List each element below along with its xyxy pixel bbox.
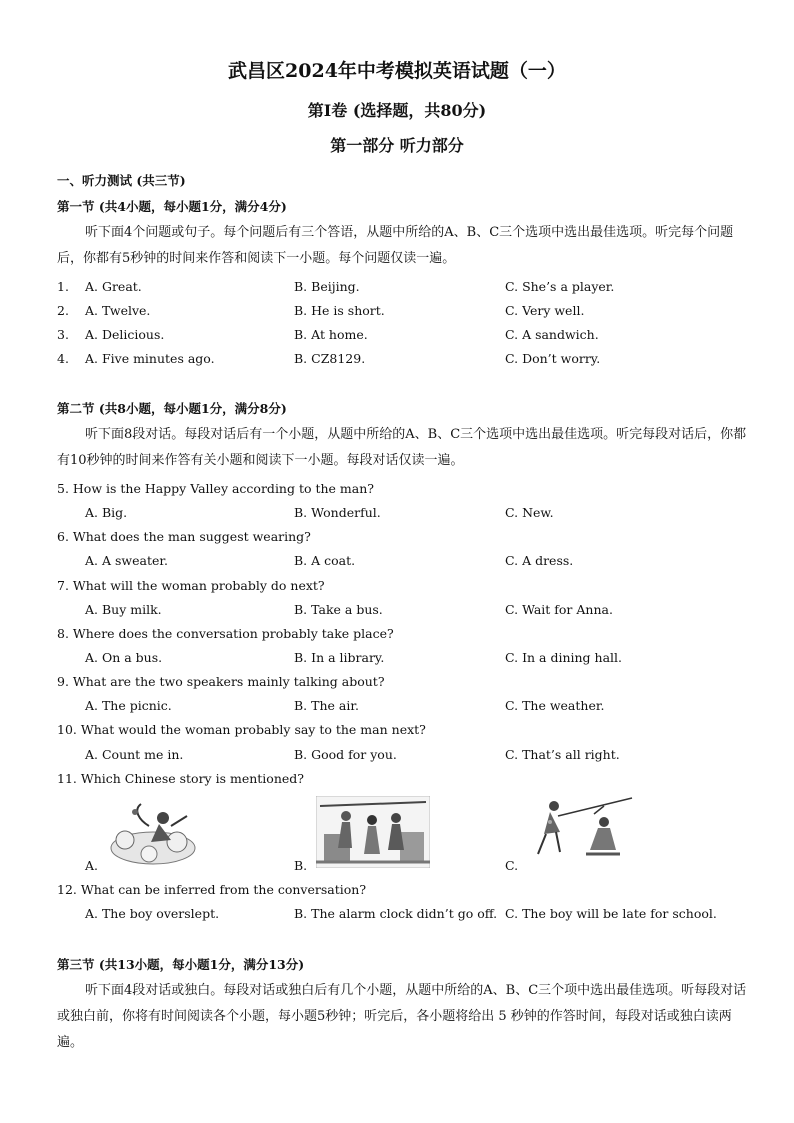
- option-a[interactable]: A. On a bus.: [85, 650, 163, 665]
- option-a[interactable]: A. Buy milk.: [85, 602, 162, 617]
- option-c[interactable]: C. New.: [505, 505, 554, 520]
- question-text: 6. What does the man suggest wearing?: [57, 529, 311, 544]
- option-c[interactable]: C. A dress.: [505, 553, 574, 568]
- option-b[interactable]: B. The air.: [294, 698, 359, 713]
- option-c[interactable]: C.: [505, 858, 519, 873]
- volume-title: 第Ⅰ卷 (选择题，共80分): [307, 101, 487, 120]
- option-b[interactable]: B. The alarm clock didn’t go off.: [294, 906, 498, 921]
- question-number: 3.: [57, 327, 69, 342]
- question-number: 4.: [57, 351, 69, 366]
- option-c[interactable]: C. The weather.: [505, 698, 605, 713]
- section3-heading: 第三节 (共13小题，每小题1分，满分13分): [57, 957, 305, 972]
- question-text: 8. Where does the conversation probably take place?: [57, 626, 394, 641]
- option-c[interactable]: C. The boy will be late for school.: [505, 906, 717, 921]
- section1-instructions: 听下面4个问题或句子。每个问题后有三个答语，从题中所给的A、B、C三个选项中选出最佳选项。听完每个问题后，你都有5秒钟的时间来作答和阅读下一小题。每个问题仅读一遍。: [57, 225, 734, 266]
- question-number: 2.: [57, 303, 69, 318]
- option-a[interactable]: A. A sweater.: [85, 553, 168, 568]
- option-b[interactable]: B. A coat.: [294, 553, 356, 568]
- option-c[interactable]: C. Wait for Anna.: [505, 602, 613, 617]
- question-text: 12. What can be inferred from the conversation?: [57, 882, 367, 897]
- option-a[interactable]: A. Count me in.: [85, 747, 184, 762]
- option-a[interactable]: A. Big.: [85, 505, 128, 520]
- section3-instructions: 听下面4段对话或独白。每段对话或独白后有几个小题，从题中所给的A、B、C三个项中选出最佳选项。听每段对话或独白前，你将有时间阅读各个小题，每小题5秒钟；听完后，各小题将给出 5 秒钟的作答时间，每段对话或独白读两遍。: [57, 983, 747, 1050]
- option-b[interactable]: B. Wonderful.: [294, 505, 381, 520]
- question-text: 10. What would the woman probably say to the man next?: [57, 722, 426, 737]
- question-number: 1.: [57, 279, 69, 294]
- option-b[interactable]: B. Good for you.: [294, 747, 397, 762]
- section2-instructions: 听下面8段对话。每段对话后有一个小题，从题中所给的A、B、C三个选项中选出最佳选项。听完每段对话后，你都有10秒钟的时间来作答有关小题和阅读下一小题。每段对话仅读一遍。: [57, 427, 747, 468]
- option-a[interactable]: A. The boy overslept.: [85, 906, 220, 921]
- option-a[interactable]: A. The picnic.: [85, 698, 172, 713]
- option-b[interactable]: B. In a library.: [294, 650, 385, 665]
- option-a[interactable]: A. Five minutes ago.: [85, 351, 215, 366]
- option-a[interactable]: A. Twelve.: [85, 303, 151, 318]
- option-a[interactable]: A.: [85, 858, 99, 873]
- option-c[interactable]: C. A sandwich.: [505, 327, 599, 342]
- option-b[interactable]: B.: [294, 858, 308, 873]
- option-c[interactable]: C. In a dining hall.: [505, 650, 622, 665]
- section1-heading: 第一节 (共4小题，每小题1分，满分4分): [57, 199, 287, 214]
- option-b[interactable]: B. Beijing.: [294, 279, 360, 294]
- listening-heading: 一、听力测试 (共三节): [57, 173, 186, 188]
- part-title: 第一部分 听力部分: [330, 136, 464, 155]
- question-text: 9. What are the two speakers mainly talking about?: [57, 674, 385, 689]
- option-c[interactable]: C. Don’t worry.: [505, 351, 601, 366]
- option-b[interactable]: B. CZ8129.: [294, 351, 366, 366]
- story-picture-c[interactable]: [520, 796, 636, 868]
- option-b[interactable]: B. Take a bus.: [294, 602, 383, 617]
- option-b[interactable]: B. He is short.: [294, 303, 385, 318]
- story-picture-a[interactable]: [105, 796, 201, 868]
- option-b[interactable]: B. At home.: [294, 327, 368, 342]
- question-text: 7. What will the woman probably do next?: [57, 578, 325, 593]
- exam-title: 武昌区2024年中考模拟英语试题（一）: [228, 60, 566, 82]
- option-a[interactable]: A. Great.: [85, 279, 142, 294]
- story-picture-b[interactable]: [316, 796, 430, 868]
- question-text: 11. Which Chinese story is mentioned?: [57, 771, 304, 786]
- section2-heading: 第二节 (共8小题，每小题1分，满分8分): [57, 401, 287, 416]
- option-c[interactable]: C. That’s all right.: [505, 747, 620, 762]
- option-a[interactable]: A. Delicious.: [85, 327, 165, 342]
- option-c[interactable]: C. She’s a player.: [505, 279, 615, 294]
- question-text: 5. How is the Happy Valley according to the man?: [57, 481, 374, 496]
- option-c[interactable]: C. Very well.: [505, 303, 585, 318]
